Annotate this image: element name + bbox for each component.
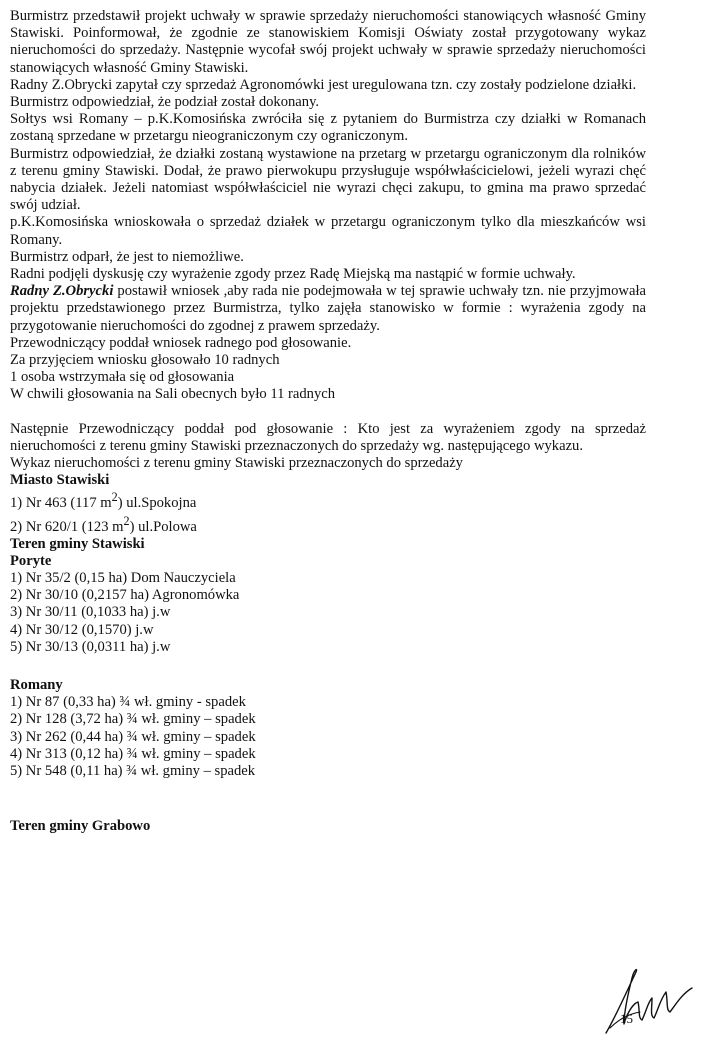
vote-line: Przewodniczący poddał wniosek radnego pod głosowanie. bbox=[10, 334, 352, 351]
list-item: 3) Nr 262 (0,44 ha) ¾ wł. gminy – spadek bbox=[10, 728, 256, 745]
paragraph: Radny Z.Obrycki zapytał czy sprzedaż Agronomówki jest uregulowana tzn. czy zostały podzielone działki. bbox=[10, 76, 637, 93]
item-text: ) ul.Polowa bbox=[129, 518, 197, 535]
motion-speaker: Radny Z.Obrycki bbox=[10, 283, 114, 300]
list-item: 5) Nr 548 (0,11 ha) ¾ wł. gminy – spadek bbox=[10, 763, 256, 780]
vote-paragraph: Następnie Przewodniczący poddał pod głosowanie : Kto jest za wyrażeniem zgody na sprzedaż nieruchomości z terenu gminy Stawiski przeznaczonych do sprzedaży wg. następującego wykazu. bbox=[10, 420, 646, 454]
vote-line: W chwili głosowania na Sali obecnych było 11 radnych bbox=[10, 386, 336, 403]
list-item: 5) Nr 30/13 (0,0311 ha) j.w bbox=[10, 638, 171, 655]
vote-line: Za przyjęciem wniosku głosowało 10 radnych bbox=[10, 352, 280, 369]
list-item: 2) Nr 128 (3,72 ha) ¾ wł. gminy – spadek bbox=[10, 711, 256, 728]
motion-text: postawił wniosek ,aby rada nie podejmowała w tej sprawie uchwały tzn. nie przyjmowała projektu przedstawionego przez Burmistrza, tylko zajęła stanowisko w formie : wyrażenia zgody na przygotowanie nieruchomości do zgodnej z prawem sprzedaży. bbox=[10, 283, 646, 334]
superscript: 2 bbox=[111, 490, 118, 505]
item-number: 2) bbox=[10, 518, 23, 535]
list-item bbox=[10, 489, 646, 512]
spacer bbox=[10, 656, 646, 677]
handwritten-signature bbox=[588, 958, 698, 1038]
poryte-list bbox=[10, 570, 646, 656]
paragraph: Burmistrz odpowiedział, że podział został dokonany. bbox=[10, 94, 320, 111]
spacer bbox=[10, 404, 646, 421]
section-heading-teren-grabowo: Teren gminy Grabowo bbox=[10, 818, 151, 835]
paragraph: p.K.Komosińska wnioskowała o sprzedaż działek w przetargu ograniczonym tylko dla mieszkańców wsi Romany. bbox=[10, 214, 646, 248]
superscript: 2 bbox=[123, 513, 130, 528]
list-item: 3) Nr 30/11 (0,1033 ha) j.w bbox=[10, 604, 171, 621]
section-heading-miasto: Miasto Stawiski bbox=[10, 472, 110, 489]
item-text: ) ul.Spokojna bbox=[117, 495, 197, 512]
list-item: 4) Nr 30/12 (0,1570) j.w bbox=[10, 621, 154, 638]
romany-list bbox=[10, 694, 646, 780]
document-body bbox=[10, 8, 646, 835]
spacer bbox=[10, 780, 646, 801]
list-item: 1) Nr 35/2 (0,15 ha) Dom Nauczyciela bbox=[10, 570, 236, 587]
section-heading-teren-stawiski: Teren gminy Stawiski bbox=[10, 535, 145, 552]
list-item: 4) Nr 313 (0,12 ha) ¾ wł. gminy – spadek bbox=[10, 745, 256, 762]
list-item: 1) Nr 87 (0,33 ha) ¾ wł. gminy - spadek bbox=[10, 694, 246, 711]
paragraph: Sołtys wsi Romany – p.K.Komosińska zwróciła się z pytaniem do Burmistrza czy działki w Romanach zostaną sprzedane w przetargu nieograniczonym czy ograniczonym. bbox=[10, 111, 646, 145]
paragraph: Burmistrz odparł, że jest to niemożliwe. bbox=[10, 248, 244, 265]
item-text: Nr 620/1 (123 m bbox=[25, 518, 124, 535]
item-number: 1) bbox=[10, 495, 23, 512]
vote-line: 1 osoba wstrzymała się od głosowania bbox=[10, 369, 235, 386]
paragraph: Burmistrz przedstawił projekt uchwały w sprawie sprzedaży nieruchomości stanowiących własność Gminy Stawiski. Poinformował, że zgodnie ze stanowiskiem Komisji Oświaty został przygotowany wykaz nieruchomości do sprzedaży. Następnie wycofał swój projekt uchwały w sprawie sprzedaży nieruchomości stanowiących własność Gminy Stawiski. bbox=[10, 8, 646, 76]
list-intro: Wykaz nieruchomości z terenu gminy Stawiski przeznaczonych do sprzedaży bbox=[10, 455, 463, 472]
spacer bbox=[10, 801, 646, 818]
paragraph: Burmistrz odpowiedział, że działki zostaną wystawione na przetarg w przetargu ograniczonym dla rolników z terenu gminy Stawiski. Dodał, że prawo pierwokupu przysługuje współwłaścicielowi, jeżeli wyrazi chęć nabycia działek. Jeżeli natomiast współwłaściciel nie wyrazi chęci zakupu, to gmina ma prawo sprzedać swój udział. bbox=[10, 145, 646, 214]
village-heading-poryte: Poryte bbox=[10, 552, 52, 569]
item-text: Nr 463 (117 m bbox=[25, 495, 112, 512]
miasto-list bbox=[10, 489, 646, 535]
paragraph: Radni podjęli dyskusję czy wyrażenie zgody przez Radę Miejską ma nastąpić w formie uchwały. bbox=[10, 266, 576, 283]
list-item: 2) Nr 30/10 (0,2157 ha) Agronomówka bbox=[10, 587, 240, 604]
list-item bbox=[10, 513, 646, 536]
motion-paragraph bbox=[10, 283, 646, 335]
page-number: 15 bbox=[620, 1011, 633, 1026]
village-heading-romany: Romany bbox=[10, 677, 63, 694]
